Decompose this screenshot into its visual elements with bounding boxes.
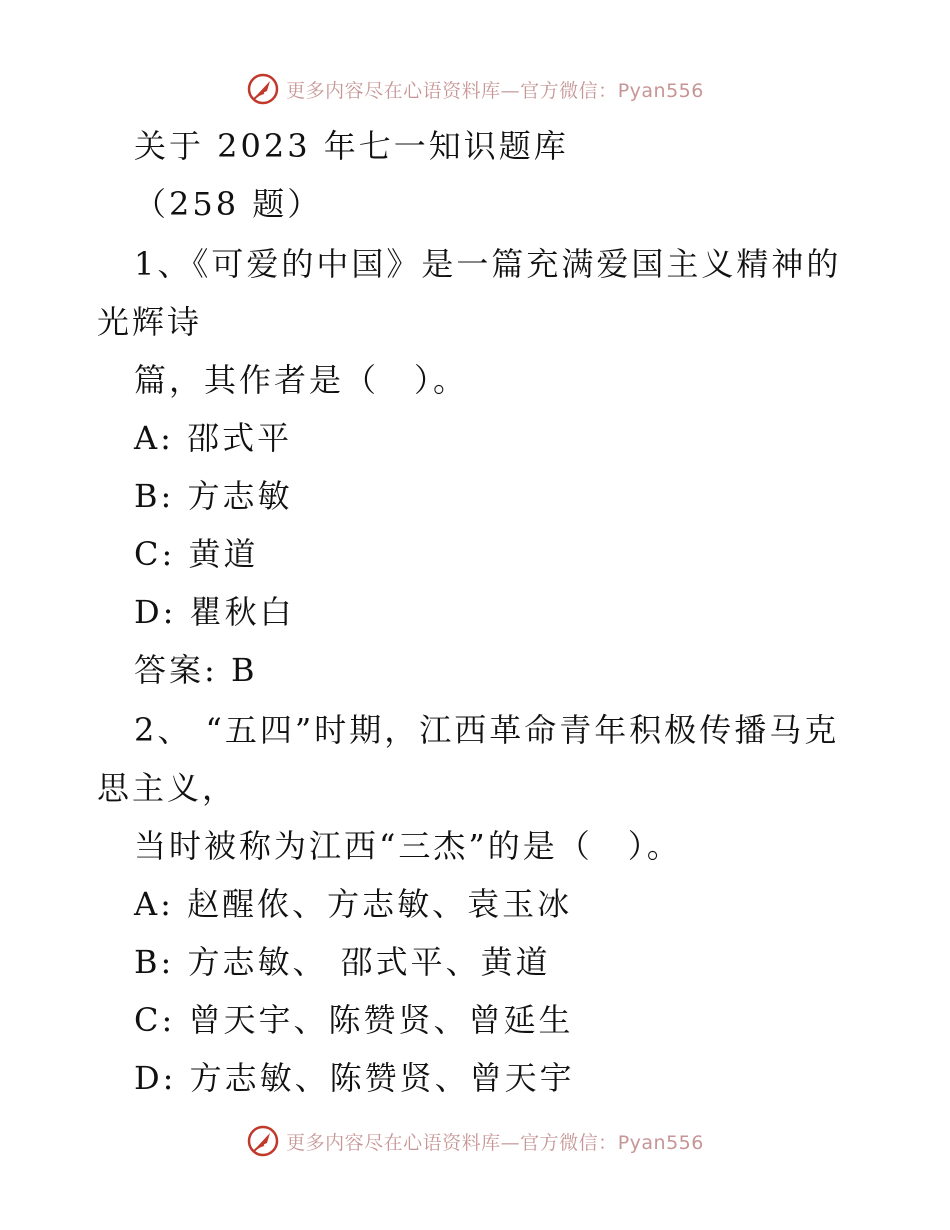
watermark-contact-label: 官方微信： [520,79,618,102]
question-1-answer: 答案: B [134,651,258,689]
watermark-contact-id: Pyan556 [617,1131,704,1154]
question-2-stem-line-2: 思主义， [97,769,238,807]
question-1-stem-line-2: 光辉诗 [97,303,203,341]
question-2-stem-line-1: 2、 “五四”时期，江西革命青年积极传播马克 [134,711,840,749]
question-2-option-c: C: 曾天宇、陈赞贤、曾延生 [134,1001,574,1039]
question-1-option-d: D: 瞿秋白 [134,593,295,631]
question-2-option-b: B: 方志敏、 邵式平、黄道 [134,943,551,981]
question-1-option-c: C: 黄道 [134,535,259,573]
question-2-stem-line-3: 当时被称为江西“三杰”的是（ ）。 [134,827,682,865]
footer-watermark [0,1124,950,1158]
question-1-option-a: A: 邵式平 [134,419,293,457]
watermark-brand: 更多内容尽在心语资料库 [286,1131,501,1154]
question-1-stem-line-1: 1、《可爱的中国》是一篇充满爱国主义精神的 [134,245,842,283]
watermark-separator: — [500,1131,521,1154]
document-title: 关于 2023 年七一知识题库 [134,127,569,165]
question-1-option-b: B: 方志敏 [134,477,293,515]
watermark-separator: — [500,79,521,102]
question-2-option-a: A: 赵醒侬、方志敏、袁玉冰 [134,885,573,923]
quill-logo-icon [246,1124,280,1158]
watermark-contact-label: 官方微信： [520,1131,618,1154]
question-2-option-d: D: 方志敏、陈赞贤、曾天宇 [134,1059,575,1097]
quill-logo-icon [246,72,280,106]
header-watermark [0,72,950,106]
document-subtitle: （258 题） [134,185,323,223]
question-1-stem-line-3: 篇，其作者是（ ）。 [134,361,469,399]
watermark-text [286,76,704,103]
watermark-brand: 更多内容尽在心语资料库 [286,79,501,102]
watermark-text [286,1128,704,1155]
watermark-contact-id: Pyan556 [617,79,704,102]
